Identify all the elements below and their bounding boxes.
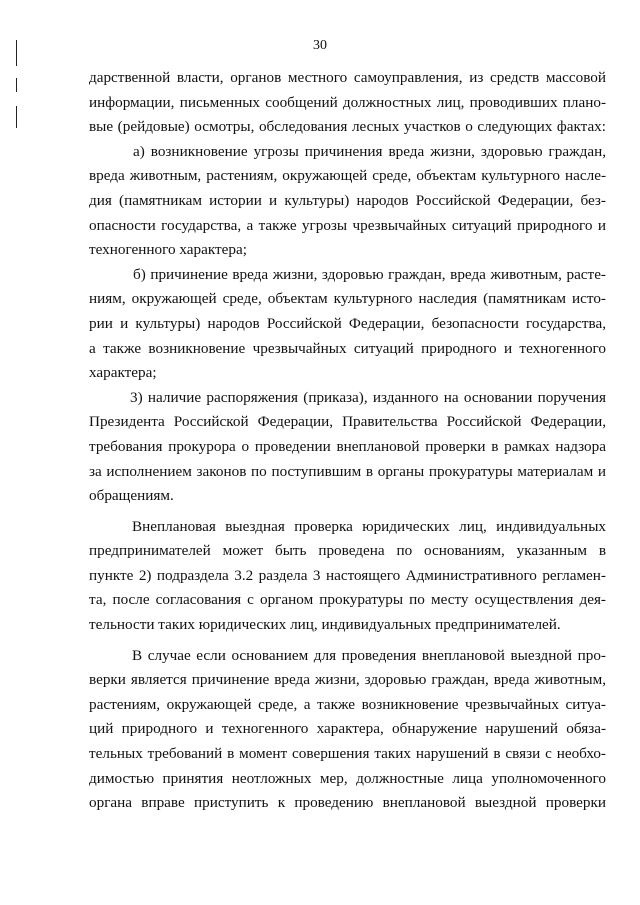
text-line: тельных требований в момент совершения таких нарушений в связи с необхо- — [89, 745, 606, 763]
text-line: требования прокурора о проведении внеплановой проверки в рамках надзора — [89, 437, 606, 455]
text-line: растениям, окружающей среде, а также возникновение чрезвычайных ситуа- — [89, 695, 606, 713]
text-line: пункте 2) подраздела 3.2 раздела 3 настоящего Административного регламен- — [89, 566, 606, 584]
text-line: 3) наличие распоряжения (приказа), изданного на основании поручения — [130, 388, 606, 406]
text-line: дия (памятникам истории и культуры) народов Российской Федерации, без- — [89, 191, 606, 209]
text-line: верки является причинение вреда жизни, здоровью граждан, вреда животным, — [89, 671, 606, 689]
text-line: характера; — [89, 364, 157, 382]
text-line: информации, письменных сообщений должностных лиц, проводивших плано- — [89, 93, 606, 111]
text-line: вые (рейдовые) осмотры, обследования лесных участков о следующих фактах: — [89, 118, 606, 136]
paragraph-item-a — [89, 140, 606, 263]
paragraph-item-b — [89, 263, 606, 386]
text-line: вреда животным, растениям, окружающей среде, объектам культурного насле- — [89, 167, 606, 185]
text-line: та, после согласования с органом прокуратуры по месту осуществления дея- — [89, 591, 606, 609]
paragraph-item-3 — [89, 386, 606, 509]
text-line: дарственной власти, органов местного самоуправления, из средств массовой — [89, 69, 606, 86]
binding-mark — [16, 106, 17, 128]
text-line: за исполнением законов по поступившим в органы прокуратуры материалам и — [89, 462, 606, 480]
text-line: ниям, окружающей среде, объектам культурного наследия (памятникам исто- — [89, 290, 606, 308]
paragraph-urgent-case — [89, 644, 606, 816]
text-line: предпринимателей может быть проведена по основаниям, указанным в — [89, 542, 606, 560]
text-line: б) причинение вреда жизни, здоровью граждан, вреда животным, расте- — [133, 265, 606, 283]
page-number: 30 — [313, 38, 327, 53]
text-line: опасности государства, а также угрозы чрезвычайных ситуаций природного и — [89, 216, 606, 234]
paragraph-unplanned-inspection — [89, 515, 606, 638]
text-line: рии и культуры) народов Российской Федерации, безопасности государства, — [89, 314, 606, 332]
text-line: а также возникновение чрезвычайных ситуаций природного и техногенного — [89, 339, 606, 357]
binding-mark — [16, 78, 17, 92]
text-line: обращениям. — [89, 487, 174, 505]
text-line: димостью принятия неотложных мер, должностные лица уполномоченного — [89, 769, 606, 787]
text-line: тельности таких юридических лиц, индивидуальных предпринимателей. — [89, 616, 561, 634]
document-body — [89, 66, 606, 816]
text-line: Президента Российской Федерации, Правительства Российской Федерации, — [89, 413, 606, 431]
text-line: органа вправе приступить к проведению внеплановой выездной проверки — [89, 794, 606, 812]
text-line: а) возникновение угрозы причинения вреда жизни, здоровью граждан, — [133, 142, 606, 160]
paragraph-continuation — [89, 66, 606, 140]
text-line: техногенного характера; — [89, 241, 247, 259]
text-line: ций природного и техногенного характера, обнаружение нарушений обяза- — [89, 720, 606, 738]
text-line: В случае если основанием для проведения внеплановой выездной про- — [132, 646, 606, 664]
text-line: Внеплановая выездная проверка юридических лиц, индивидуальных — [132, 517, 606, 535]
